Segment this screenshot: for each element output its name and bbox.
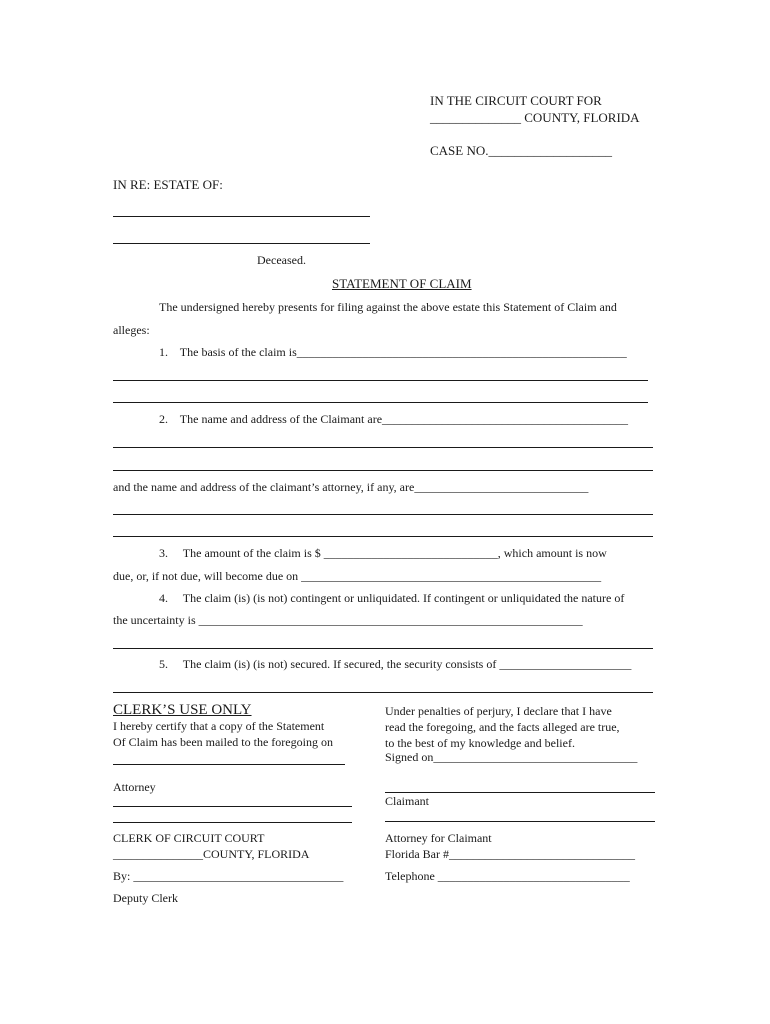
- intro-line-2: alleges:: [113, 323, 150, 337]
- florida-bar-field[interactable]: Florida Bar #_______________________________: [385, 847, 635, 861]
- uncertainty-field[interactable]: the uncertainty is ________________________________________________________________: [113, 613, 583, 627]
- security-field[interactable]: 5. The claim (is) (is not) secured. If secured, the security consists of ______________________: [159, 657, 632, 671]
- in-re-estate-label: IN RE: ESTATE OF:: [113, 177, 223, 192]
- claim-basis-line-2[interactable]: [113, 380, 648, 381]
- attorney-signature-line[interactable]: [385, 821, 655, 822]
- clerks-use-heading: CLERK’S USE ONLY: [113, 702, 252, 718]
- intro-line-1: The undersigned hereby presents for filing against the above estate this Statement of Claim and: [159, 300, 617, 314]
- signed-on-field[interactable]: Signed on__________________________________: [385, 750, 638, 764]
- telephone-field[interactable]: Telephone ________________________________: [385, 869, 630, 883]
- case-number-field[interactable]: CASE NO.___________________: [430, 143, 613, 158]
- claimant-label: Claimant: [385, 794, 429, 808]
- claim-basis-line-3[interactable]: [113, 402, 648, 403]
- clerk-of-court-label: CLERK OF CIRCUIT COURT: [113, 831, 265, 845]
- declaration-line-1: Under penalties of perjury, I declare that I have: [385, 704, 612, 718]
- deputy-clerk-label: Deputy Clerk: [113, 891, 178, 905]
- security-line-2[interactable]: [113, 692, 653, 693]
- county-line[interactable]: ______________ COUNTY, FLORIDA: [430, 110, 640, 125]
- attorney-for-claimant-label: Attorney for Claimant: [385, 831, 492, 845]
- claimant-attorney-field[interactable]: and the name and address of the claimant’s attorney, if any, are_____________________________: [113, 480, 589, 494]
- attorney-label: Attorney: [113, 780, 156, 794]
- contingent-claim-line: 4. The claim (is) (is not) contingent or unliquidated. If contingent or unliquidated the nature of: [159, 591, 625, 605]
- claim-due-date-field[interactable]: due, or, if not due, will become due on __________________________________________________: [113, 569, 602, 583]
- claimant-name-address-field[interactable]: 2. The name and address of the Claimant are_________________________________________: [159, 412, 629, 426]
- decedent-name-line-2[interactable]: [113, 243, 370, 244]
- declaration-line-3: to the best of my knowledge and belief.: [385, 736, 575, 750]
- attorney-address-line-3[interactable]: [113, 536, 653, 537]
- court-heading: IN THE CIRCUIT COURT FOR: [430, 93, 602, 108]
- deceased-label: Deceased.: [257, 253, 306, 267]
- attorney-line-2[interactable]: [113, 822, 352, 823]
- claimant-address-line-2[interactable]: [113, 447, 653, 448]
- mailing-date-line[interactable]: [113, 764, 345, 765]
- clerk-certify-line-1: I hereby certify that a copy of the Statement: [113, 719, 325, 733]
- claim-basis-field[interactable]: 1. The basis of the claim is_______________________________________________________: [159, 345, 627, 359]
- clerk-county-field[interactable]: _______________COUNTY, FLORIDA: [113, 847, 310, 861]
- attorney-address-line-2[interactable]: [113, 514, 653, 515]
- claim-amount-field[interactable]: 3. The amount of the claim is $ _____________________________, which amount is now: [159, 546, 607, 560]
- decedent-name-line-1[interactable]: [113, 216, 370, 217]
- declaration-line-2: read the foregoing, and the facts alleged are true,: [385, 720, 620, 734]
- claimant-signature-line[interactable]: [385, 792, 655, 793]
- document-title: STATEMENT OF CLAIM: [332, 276, 472, 291]
- claimant-address-line-3[interactable]: [113, 470, 653, 471]
- attorney-line-1[interactable]: [113, 806, 352, 807]
- clerk-by-field[interactable]: By: ___________________________________: [113, 869, 344, 883]
- uncertainty-line-2[interactable]: [113, 648, 653, 649]
- clerk-certify-line-2: Of Claim has been mailed to the foregoing on: [113, 735, 333, 749]
